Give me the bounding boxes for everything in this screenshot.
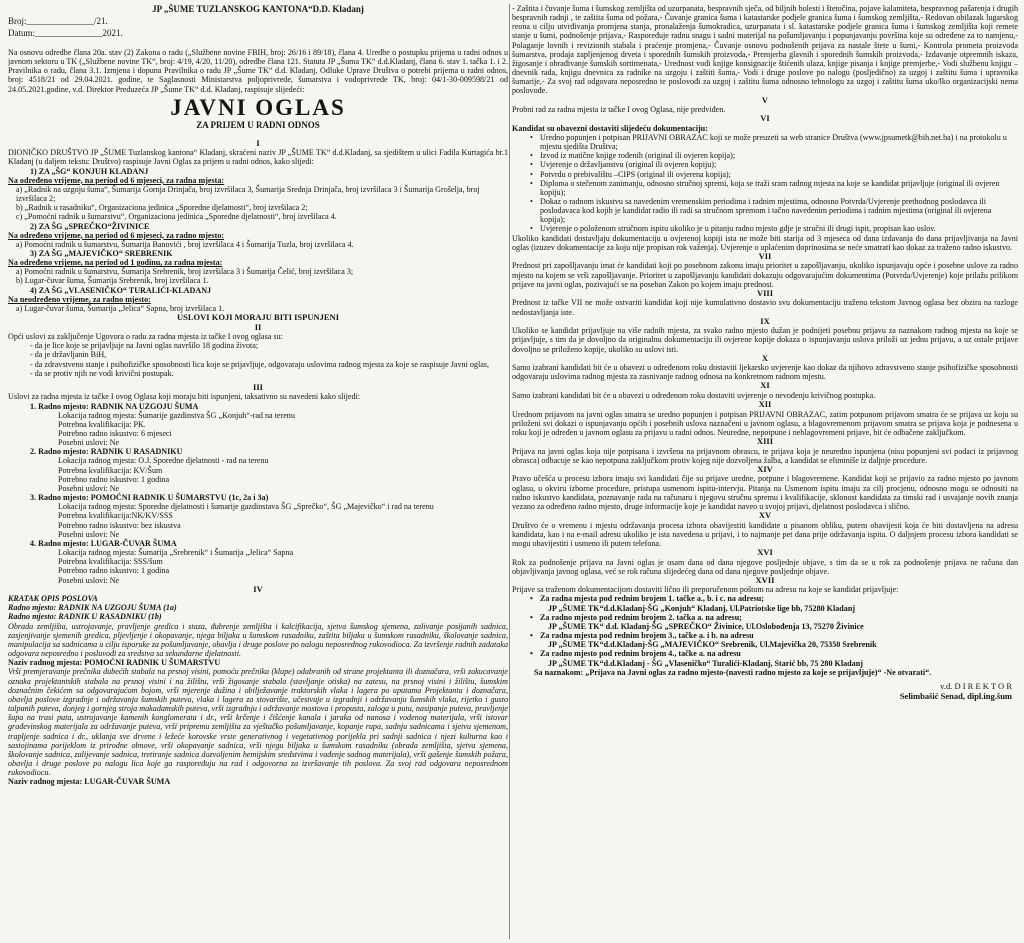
broj-line: Broj:_______________/21.: [8, 16, 108, 26]
job-description-continued: - Zaštita i čuvanje šuma i šumskog zemljišta od uzurpanata, bespravnih sječa, od biljnih bolesti i štetočina, pojave kalamiteta, bespravnog pašarenja i drugih bespravnih radnji , te zaštita šuma od požara,- Čuvanje granica šuma i katastarske podjele granica šuma i šumskog zemljišta,- Redovan obilazak lugarskog reona u cilju utvrđivanja promjena stanja, pronalaženja šumokradica, uzurpanata i sl. katastarske podjele granica šuma i šumskog zemljišta koji remete stanje u šumi, podnošenje prijava,- Raspoređuje radnu snagu i sadni materijal na pošumljavanju i popunjavanju površina koje su određene za to namjenu,- Polaganje lovnih i revizionih stabala i praćenje promjena,- Čuvanje osnovu podnošenih prijava za nastale štete u šumi,- Kontrola prometa proizvoda šumarstva, prodaja zapljenjenog drveta i sporednih šumskih proizvoda,- Premjerba glavnih i sporednih šumskih proizvoda,- Izdavanje otpremnih iskaza, žigosanje i obrađivanje šumskih sortimenata,- Urednost vodi knjige konsignacije štićenih ulaza, knjige pisanja i knjige premjerbe,- Vodi službenu knjigu – dnevnik rada, knjigu dnevnica za radnike na uzgoju i zaštiti šuma,- Vodi i druge poslove po nalogu (posljedično) za uzgoj i zaštitu šuma i upravnika šumarije,- Za svoj rad odgovara neposredno te poslovođi za uzgoj i zaštitu šuma odnosno tehnologu za uzgoj i zaštitu šuma uko/lko organizacijski nema poslovođe.: [512, 4, 1018, 96]
address-line: JP „ŠUME TK“d.d.Kladanj-ŠG „Konjuh“ Kladanj, Ul.Patriotske lige bb, 75280 Kladanj: [548, 603, 856, 613]
column-divider: [509, 4, 510, 939]
preamble: Na osnovu odredbe člana 20a. stav (2) Zakona o radu („Službene novine FBIH, broj: 26/16 i 89/18), člana 4. Uredbe o postupku prijema u radni odnos u javnom sektoru u TK („Službene novine TK“, broj: 4/19, 4/20, 11/20), odredbe člana 121. Statuta JP „Šuma TK“ d.d.Kladanj, člana 6. stav 1. tačka 1. i 2. Pravilnika o radu, člana 3.1. Izmjena i dopuna Pravilnika o radu JP „Šume TK“ d.d. Kladanj, Odluke Uprave Društva o potrebi prijema u radni odnos, broj: 4518/21 od 29.04.2021. godine, te Saglasnosti Ministarstva poljoprivrede, šumarstva i vodoprivrede TK, broj: 04/1-30-009598/21 od 24.05.2021.godine, v.d. Direktor Preduzeća JP „Šume TK“ d.d. Kladanj, raspisuje slijedeći:: [8, 48, 508, 94]
address-line: JP „ŠUME TK“ d.d. Kladanj-ŠG „SPREČKO“ Živinice, Ul.Oslobođenja 13, 75270 Živinice: [548, 621, 864, 631]
right-column: [512, 4, 1018, 941]
list-item: • Uvjerenje o položenom stručnom ispitu ukoliko je u pitanju radno mjesto gdje je stručni ili drugi ispit, propisan kao uslov.: [540, 224, 1018, 233]
position-detail: Potrebna kvalifikacija:NK/KV/SSS: [58, 511, 173, 521]
section-text: Ukoliko kandidati dostavljaju dokumentaciju u ovjerenoj kopiji ista ne može biti starija od 3 mjeseca od dana izdavanja do dana prijavljivanja na Javni oglas (izuzev dokumentacije za koju nije propisan rok važenja). Uvjerenje o uplaćenim doprinosima se neće smatrati kao dokaz za traženo radno iskustvo.: [512, 233, 1018, 252]
position-title: 4. Radno mjesto: LUGAR-ČUVAR ŠUMA: [30, 538, 177, 548]
position-detail: Lokacija radnog mjesta: Šumarija „Srebrenik“ i Šumarija „Jelica“ Sapna: [58, 548, 294, 558]
section-text: Društvo će o vremenu i mjestu održavanja procesa izbora obavijestiti kandidate u pisanom obliku, putem obavijesti koja će biti dostavljena na adresu kandidata, kao i na e-mail adresu ukoliko je ista navedena u prijavi, i to najmanje pet dana prije održavanja ispita. O daljnjem procesu izbora kandidati se mogu obavijestiti i usmeno ili putem telefona.: [512, 520, 1018, 548]
job-title: Naziv radnog mjesta: POMOĆNI RADNIK U ŠUMARSTVU: [8, 658, 221, 668]
section-text: Prijava na javni oglas koja nije potpisana i izvršena na prijavnom obrascu, te prijava koja je neuredno ispunjena (nisu popunjeni svi podaci iz prijavnog obrasca) odbacuje se kao nepotpuna zaključkom protiv kojeg nije dozvoljena žalba, a kandidat se eliminiše iz daljnje procedure.: [512, 446, 1018, 465]
list-item: • Dokaz o radnom iskustvu sa navedenim vremenskim periodima i radnim mjestima, odnosno Potvrda/Uvjerenje prethodnog poslodavca ili poslodavaca kod kojih je kandidat radio ili radi sa stručnom spremom i tačno navedenim periodima i radnim mjestima (original ili ovjerena kopija);: [540, 197, 1018, 224]
position-detail: Potrebna kvalifikacija: KV/Šum: [58, 465, 163, 475]
position-item: a) Lugar-čuvar šuma, Šumarija „Jelica“ Sapna, broj izvršilaca 1.: [16, 303, 225, 313]
position-item: a) „Radnik na uzgoju šuma“, Šumarija Gornja Drinjača, broj izvršilaca 3, Šumarija Srednja Drinjača, broj izvršilaca 3 i Šumarija Grošelja, broj izvršilaca 2;: [16, 184, 480, 204]
address-item: • Za radna mjesta pod rednim brojem 1. tačke a., b. i c. na adresu;: [540, 594, 1018, 603]
position-detail: Potrebno radno iskustvo: 6 mjeseci: [58, 429, 172, 438]
condition-item: - da zdravstveno stanje i psihofizičke sposobnosti lica koje se prijavljuje, odgovaraju uslovima radnog mjesta za koje se raspisuje Javni oglas,: [30, 359, 489, 369]
signature-title: v.d. D I R E K T O R: [940, 680, 1012, 691]
organization-header: JP „ŠUME TUZLANSKOG KANTONA“D.D. Kladanj: [152, 4, 364, 14]
address-list: [512, 613, 1018, 622]
job-description: Vrši premjeravanje prečnika dubećih stabala na prsnoj visini, pomoću prečnika (klupe) odabranih od strane projektanta ili doznačara, vrši zakucavanje oznaka projektantskih stabala na prsnoj visini i na žilištu, vrši žigosanje stabala (stavljanje otiska) na zatesu, na prsnoj visini i žilištu, šumskim doznačnim čekićem sa odgovarajućom bojom, vrši mjerenje dužina i obilježavanje traktorskih vlaka i lagera po uputama Projektanta i doznačara, obavlja poslove izgradnje i održavanja šumskih puteva, vlaka i lagera za stovarište, učestvuje u izgradnji i održavanju šumskih vlaka, rijetko i gusto talpanih puteva, donjeg i gornjeg stroja makadamskih puteva, vrši izgradnju i održavanje mostova i propusta, zaloga u putu, nasipanje puteva, pravljenje šupa na trasi puta, ustrojavanje kamenih konglomerata i dr., vrši krčenje i čišćenje kanala i jaraka od nanosa i vodenog materijala, vrši istovar građevinskog materijala za održavanje puteva, vrši pripremu zemljišta za vještačko pošumljavanje, kopanje rupa, sadnju sadnicama i sjetvu sjemenom, trapljenje sadnica i dr., uklanja sve drvene i ležeće korovske vrste generativnog i vegetativnog porijekla pri sadnji sadnica i njezi kulturna kao i sastojinama porijeklom iz prirodne obnove, vrši okopavanje sadnica, vrši njegu biljaka u šumskom rasadniku (obrada zemljišta, sjetva sjemena, školovanje sadnica, zalijevanje sadnica, tretiranje sadnica dozvoljenim hemijskim sredstvima i vađenje sadnog materijala), vrši gašenje šumskih požara, obavlja i druge poslove po nalogu lica koje ga raspoređuju na rad i odgovorna za izvršavanje tih poslova. Za svoj rad odgovara neposrednom rukovodiocu.: [8, 667, 508, 778]
section-number: XI: [760, 380, 770, 391]
position-detail: Posebni uslovi: Ne: [58, 529, 120, 539]
position-item: b) „Radnik u rasadniku“, Organizaciona jedinica „Sporedne djelatnosti“, broj izvršilaca 2;: [16, 203, 308, 213]
section-text: Rok za podnošenje prijava na Javni oglas je osam dana od dana njegove posljednje objave, s tim da se u rok za podnošenje prijava ne računa dan objavljivanja javnog oglasa, već se rok računa slijedećeg dana od dana njegove posljednje objave.: [512, 557, 1018, 576]
section-number: X: [761, 352, 769, 363]
unit-heading: 2) ZA ŠG „SPREČKO“ŽIVINICE: [30, 221, 150, 231]
position-detail: Lokacija radnog mjesta: O.J. Sporedne djelatnosti - rad na terenu: [58, 456, 269, 466]
section-text: Samo izabrani kandidati bit će u obavezi u određenom roku dostaviti ljekarsko uvjerenje kao dokaz da njihovo zdravstveno stanje psihofizičke sposobnosti odgovaraju uslovima radnog mjesta za zasnivanje radnog odnosa na konkretnom radnom mjestu.: [512, 363, 1018, 382]
list-item: • Uredno popunjen i potpisan PRIJAVNI OBRAZAC koji se može preuzeti sa web stranice Društva (www.jpsumetk@bih.net.ba) i na protokolu u mjestu sjedišta Društva;: [540, 133, 1018, 151]
section-text: Pravo učešća u procesu izbora imaju svi kandidati čije su prijave uredne, potpune i blagovremene. Kandidat koji se prijavio za radno mjesto po javnom oglasu, u okviru izborne procedure, pristupa usmenom ispitu-intervju. Pitanja na Usmenom ispitu imaju za cilj procjenu, odnosno mogu se odnositi na radno iskustvo kandidata, poznavanje rada na računaru i njegovu stručnu spremu i kvalifikacije, sklonost kandidata za timski rad i usvajanje novih znanja vezano za određeno radno mjesto, druge informacije koje je kandidat naveo u svojoj prijavi, djelatnost poslodavca i slično.: [512, 474, 1018, 511]
section-text: Samo izabrani kandidati bit će u obavezi u određenom roku dostaviti uvjerenje o nevođenju krivičnog postupka.: [512, 390, 876, 400]
section-number: III: [253, 381, 263, 392]
position-item: b) Lugar-čuvar šuma, Šumarija Srebrenik, broj izvršilaca 1.: [16, 276, 209, 286]
position-detail: Potrebno radno iskustvo: bez iskustva: [58, 520, 181, 530]
position-detail: Posebni uslovi: Ne: [58, 575, 120, 585]
position-title: 3. Radno mjesto: POMOĆNI RADNIK U ŠUMARSTVU (1c, 2a i 3a): [30, 493, 269, 503]
list-item: • Diploma o stečenom zanimanju, odnosno stručnoj spremi, koja se traži sram radnog mjesta na koje se kandidat prijavljuje (original ili ovjeren kopiju);: [540, 179, 1018, 197]
address-item: • Za radna mjesta pod rednim brojem 3., tačke a. i b. na adresu: [540, 631, 1018, 640]
section-heading: KRATAK OPIS POSLOVA: [8, 594, 98, 604]
list-item: • Uvjerenje o državljanstvu (original ili ovjeren kopiju);: [540, 160, 1018, 169]
section-text: Probni rad za radna mjesta iz tačke I ovog Oglasa, nije predviđen.: [512, 105, 726, 115]
contract-period: Na određeno vrijeme, na period od 6 mjeseci, za radno mjesto:: [8, 230, 225, 240]
section-number: XV: [758, 510, 772, 521]
unit-heading: 3) ZA ŠG „MAJEVIČKO“ SREBRENIK: [30, 249, 173, 258]
section-heading: Kandidat su obavezni dostaviti slijedeću dokumentaciju:: [512, 123, 708, 133]
position-item: a) Pomoćni radnik u šumarstvu, Šumarija Banovići , broj izvršilaca 4 i Šumarija Tuzla, broj izvršilaca 4.: [16, 239, 354, 249]
section-number: VIII: [756, 287, 774, 298]
section-number: XIV: [757, 463, 773, 474]
section-text: Prednost iz tačke VII ne može ostvariti kandidat koji nije kumulativno dostavio svu dokumentaciju traženu tekstom Javnog oglasa bez obzira na razloge nedostavljanja iste.: [512, 298, 1018, 317]
position-detail: Potrebno radno iskustvo: 1 godina: [58, 474, 170, 484]
condition-item: - da je državljanin BiH,: [30, 350, 107, 360]
address-line: JP „ŠUME TK“d.d.Kladanj-ŠG „MAJEVIČKO“ Srebrenik, Ul.Majevička 20, 75350 Srebrenik: [548, 640, 877, 650]
contract-period: Na određeno vrijeme, na period od 1 godinu, za radna mjesta:: [8, 258, 223, 268]
job-title: Naziv radnog mjesta: LUGAR-ČUVAR ŠUMA: [8, 777, 171, 787]
position-title: 1. Radno mjesto: RADNIK NA UZGOJU ŠUMA: [30, 401, 199, 411]
position-item: a) Pomoćni radnik u šumarstvu, Šumarija Srebrenik, broj izvršilaca 3 i Šumarija Čelić, broj izvršilaca 3;: [16, 267, 354, 277]
position-title: 2. Radno mjesto: RADNIK U RASADNIKU: [30, 447, 183, 457]
document-list: [512, 133, 1018, 234]
left-column: [8, 4, 508, 941]
section-number: XVI: [757, 547, 773, 557]
unit-heading: 1) ZA „ŠG“ KONJUH KLADANJ: [30, 166, 149, 176]
position-item: c) „Pomoćni radnik u šumarstvu“, Organizaciona jedinica „Sporedne djelatnosti“, broj izvršilaca 4.: [16, 212, 337, 222]
section-number: XII: [758, 399, 772, 410]
section-text: Ukoliko se kandidat prijavljuje na više radnih mjesta, za svako radno mjesto dužan je podnijeti posebnu prijavu za naznakom radnog mjesta na koje se prijavljuje, s tim da je dovoljno da originalnu dokumentaciju ili ovjerene kopije dokaza o ispunjavanju uslova priloži uz jednu prijavu, a uz ostale prijave dovoljno se priloženo kopije, ukoliko su uslovi isti.: [512, 326, 1018, 354]
position-detail: Potrebno radno iskustvo: 1 godina: [58, 566, 170, 576]
section-2-intro: Opći uslovi za zaključenje Ugovora o radu za radna mjesta iz tačke I ovog oglasa su:: [8, 332, 283, 342]
position-detail: Posebni uslovi: Ne: [58, 483, 120, 493]
condition-item: - da se protiv njih ne vodi krivični postupak.: [30, 368, 174, 378]
address-line: JP „ŠUME TK“d.d.Kladanj - ŠG „Vlaseničko“ Turalići-Kladanj, Starić bb, 75 280 Kladanj: [548, 658, 863, 668]
section-text: Prednost pri zapošljavanju imat će kandidati koji po posebnom zakonu imaju prioritet u zapošljavanju, ukoliko ispunjavaju opće i posebne uslove za radno mjesto na kojem se vrši zapošljavanje. Prioritet u zapošljavanju kandidati dokazuju odgovarajućim dokumentima (Potvrda/Uvjerenje) koje prilažu prilikom prijave na javni oglas, pozivajući se na poseban Zakon po kojem imaju prednost.: [512, 261, 1018, 289]
address-item: • Za radno mjesto pod rednim brojem 2. tačka a. na adresu;: [540, 613, 1018, 622]
list-item: • Izvod iz matične knjige rođenih (original ili ovjeren kopija);: [540, 151, 1018, 160]
section-number: IV: [253, 583, 263, 594]
address-list: [512, 631, 1018, 640]
page-title: JAVNI OGLAS: [170, 94, 346, 120]
position-detail: Potrebna kvalifikacija: SSS/šum: [58, 557, 163, 567]
section-number: II: [254, 321, 262, 332]
position-detail: Potrebna kvalifikacija: PK.: [58, 419, 146, 429]
section-number: V: [761, 94, 769, 105]
position-detail: Posebni uslovi: Ne: [58, 438, 120, 448]
unit-heading: 4) ZA ŠG „VLASENIČKO“ TURALIĆI-KLADANJ: [30, 285, 212, 295]
envelope-note: Sa naznakom: „Prijava na Javni oglas za radno mjesto-(navesti radno mjesto za koje se prijavljuje)“ -Ne otvarati“.: [534, 667, 932, 677]
page-subtitle: ZA PRIJEM U RADNI ODNOS: [196, 119, 320, 130]
section-number: XVII: [755, 574, 775, 585]
section-3-intro: Uslovi za radna mjesta iz tačke I ovog Oglasa koji moraju biti ispunjeni, taksativno su navedeni kako slijedi:: [8, 392, 360, 402]
datum-line: Datum:_______________2021.: [8, 28, 123, 38]
section-text: Prijave sa traženom dokumentacijom dostaviti lično ili preporučenom poštom na adresu na koje se kandidat prijavljuje:: [512, 585, 899, 595]
list-item: • Potvrdu o prebivalištu –CIPS (original ili ovjerena kopija);: [540, 170, 1018, 179]
section-number: XIII: [756, 436, 774, 447]
address-item: • Za radno mjesto pod rednim brojem 4., tačke a. na adresu: [540, 649, 1018, 658]
section-number: I: [256, 137, 260, 148]
address-list: [512, 594, 1018, 603]
job-title: Radno mjesto: RADNIK U RASADNIKU (1b): [8, 612, 162, 622]
section-number: VII: [758, 250, 772, 261]
job-title: Radno mjesto: RADNIK NA UZGOJU ŠUMA (1a): [8, 603, 177, 613]
section-number: VI: [760, 113, 770, 124]
signature-name: Selimbašić Senad, dipl.ing.šum: [899, 690, 1012, 701]
section-1-intro: DIONIČKO DRUŠTVO JP „ŠUME Tuzlanskog kantona“ Kladanj, skraćeni naziv JP „ŠUME TK“ d.d.Kladanj, sa sjedištem u ulici Fadila Kurtagića br.1 Kladanj (u daljem tekstu: Društvo) raspisuje Javni Oglas za prijem u radni odnos, kako slijedi:: [8, 148, 508, 167]
position-detail: Lokacija radnog mjesta: Šumarije gazdinstva ŠG „Konjuh“-rad na terenu: [58, 410, 295, 420]
section-text: Urednom prijavom na javni oglas smatra se uredno popunjen i potpisan PRIJAVNI OBRAZAC, zatim potpunom prijavom smatra će se prijava uz koju su priloženi svi dokazi o ispunjavanju općih i posebnih uslova naznačeni u javnom oglasu, a blagovremenom prijavom smatra se prijava koja je podnesena u roku koji je određen u javnom oglasu za prijavu u radni odnos. Neuredne, nepotpune i neblagovremeni prijave, bit će odbačene zaključkom.: [512, 409, 1018, 437]
section-heading: USLOVI KOJI MORAJU BITI ISPUNJENI: [177, 312, 339, 323]
position-detail: Lokacija radnog mjesta: Sporedne djelatnosti i šumarije gazdinstava ŠG „Sprečko“, ŠG „Majevičko“ i rad na terenu: [58, 502, 434, 512]
job-description: Obrada zemljišta, ustrojavanje, pravljenje gredica i staza, đubrenje zemljišta i kalcifikacija, sjetva šumskog sjemena, zalivanje posijanih sadnica, zasjenjivanje sjemenih gredica, pljevljenje i okopavanje, njega biljaka u šumskom rasadniku, zaštita biljaka u šumskom rasadniku, školovanje sadnica, manipulacija sa sadnicama u cilju isporuke za pošumljavanje, obavlja i druge poslove po nalogu neposrednog rukovodioca. Za izvršenje radnih zadataka odgovara neposredno i posluvođi za sredstva sa sekundarne djelatnosti.: [8, 621, 508, 659]
contract-period: Na neodređeno vrijeme, za radno mjesto:: [8, 294, 151, 304]
section-number: IX: [760, 315, 770, 326]
condition-item: - da je lice koje se prijavljuje na Javni oglas navršilo 18 godina života;: [30, 341, 259, 351]
contract-period: Na određeno vrijeme, na period od 6 mjeseci, za radna mjesta:: [8, 175, 225, 185]
address-list: [512, 649, 1018, 658]
